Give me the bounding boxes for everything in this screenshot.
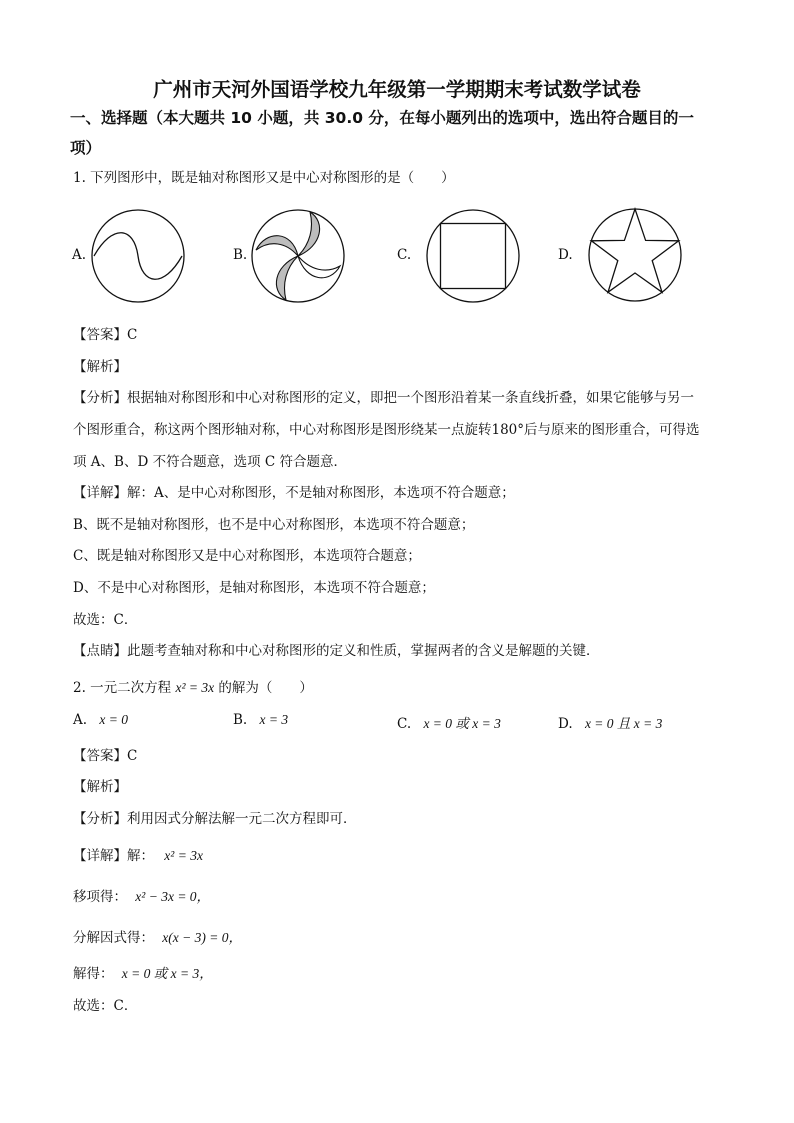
square-in-circle-figure xyxy=(423,208,523,304)
q2-step2-equation: x(x − 3) = 0， xyxy=(162,930,242,945)
q2-option-c xyxy=(397,712,501,732)
q2-step2-prefix: 分解因式得： xyxy=(73,930,154,946)
q1-option-c-label: C. xyxy=(397,247,412,263)
q1-analysis-line: 【点睛】此题考查轴对称和中心对称图形的定义和性质，掌握两者的含义是解题的关键． xyxy=(73,643,600,659)
q2-detail-prefix: 【详解】解： xyxy=(73,848,154,864)
q2-option-b-label: B. xyxy=(233,712,248,728)
q1-analysis-line: 个图形重合，称这两个图形轴对称，中心对称图形是图形绕某一点旋转180°后与原来的图形重合，可得选 xyxy=(73,422,700,438)
q1-analysis-line: 项 A、B、D 不符合题意，选项 C 符合题意． xyxy=(73,454,347,470)
q2-stem-equation: x² = 3x xyxy=(175,680,215,695)
q2-step1-prefix: 移项得： xyxy=(73,889,127,905)
pinwheel-circle-figure xyxy=(248,208,348,304)
q2-option-d xyxy=(558,712,662,732)
q2-detail-equation: x² = 3x xyxy=(164,848,203,863)
q1-option-d-label: D. xyxy=(558,247,573,263)
q2-option-b xyxy=(233,712,288,728)
q2-option-a xyxy=(73,712,128,728)
q1-analysis-line: B、既不是轴对称图形，也不是中心对称图形，本选项不符合题意； xyxy=(73,517,475,533)
q2-stem-prefix: 2. 一元二次方程 xyxy=(73,680,172,696)
q1-analysis-tag: 【解析】 xyxy=(73,359,127,375)
q2-analysis-tag: 【解析】 xyxy=(73,779,127,795)
q2-option-c-value: x = 0 或 x = 3 xyxy=(423,716,501,731)
q2-conclusion: 故选：C． xyxy=(73,998,138,1014)
star-in-circle-figure xyxy=(585,206,685,302)
q1-analysis-line: 【分析】根据轴对称图形和中心对称图形的定义，即把一个图形沿着某一条直线折叠，如果它能够与另一 xyxy=(73,390,694,406)
q2-option-a-label: A. xyxy=(73,712,88,728)
q2-analysis: 【分析】利用因式分解法解一元二次方程即可． xyxy=(73,811,357,827)
q2-step3 xyxy=(73,962,213,982)
q2-step3-equation: x = 0 或 x = 3， xyxy=(121,966,213,981)
q2-option-a-value: x = 0 xyxy=(99,712,128,727)
q2-answer: 【答案】C xyxy=(73,748,138,764)
q2-stem xyxy=(73,676,313,696)
q2-step1 xyxy=(73,885,210,905)
q1-analysis-line: 故选：C． xyxy=(73,612,138,628)
q2-option-d-value: x = 0 且 x = 3 xyxy=(584,716,663,731)
q1-option-a-label: A. xyxy=(72,247,87,263)
yin-yang-circle-figure xyxy=(88,208,188,304)
q1-analysis-line: 【详解】解：A、是中心对称图形，不是轴对称图形，本选项不符合题意； xyxy=(73,485,515,501)
q2-step3-prefix: 解得： xyxy=(73,966,114,982)
q2-stem-suffix: 的解为（ ） xyxy=(218,680,313,696)
q2-option-b-value: x = 3 xyxy=(259,712,289,727)
q1-analysis-line: C、既是轴对称图形又是中心对称图形，本选项符合题意； xyxy=(73,548,421,564)
q1-answer: 【答案】C xyxy=(73,327,138,343)
section-heading-line2: 项） xyxy=(70,139,102,157)
q2-option-c-label: C. xyxy=(397,716,412,732)
q1-stem: 1. 下列图形中，既是轴对称图形又是中心对称图形的是（ ） xyxy=(73,170,455,186)
q2-option-d-label: D. xyxy=(558,716,573,732)
page-title: 广州市天河外国语学校九年级第一学期期末考试数学试卷 xyxy=(153,78,641,101)
q2-step2 xyxy=(73,926,242,946)
q1-option-b-label: B. xyxy=(233,247,248,263)
section-heading-line1: 一、选择题（本大题共 10 小题，共 30.0 分，在每小题列出的选项中，选出符合题目的一 xyxy=(70,109,694,127)
q1-analysis-line: D、不是中心对称图形，是轴对称图形，本选项不符合题意； xyxy=(73,580,435,596)
q2-step1-equation: x² − 3x = 0， xyxy=(135,889,211,904)
q2-detail xyxy=(73,844,203,864)
